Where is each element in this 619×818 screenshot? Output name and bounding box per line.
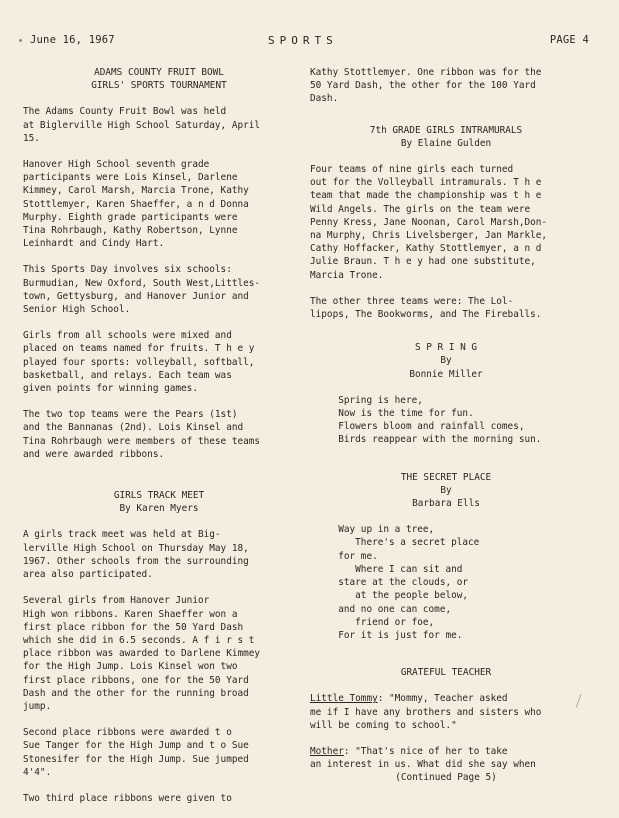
track-meet-headline: GIRLS TRACK MEET By Karen Myers — [113, 490, 205, 515]
speaker-mother: Mother — [310, 745, 344, 757]
intramurals-headline: 7th GRADE GIRLS INTRAMURALS By Elaine Gulden — [369, 124, 523, 149]
fruit-bowl-paragraph-5: The two top teams were the Pears (1st) and the Bannanas (2nd). Lois Kinsel and Tina Rohrbaugh were members of these teams and were awarded ribbons. — [23, 409, 261, 460]
secret-place-title: THE SECRET PLACE By Barbara Ells — [400, 471, 492, 510]
grateful-teacher-title: GRATEFUL TEACHER — [400, 667, 492, 679]
track-paragraph-2: Several girls from Hanover Junior High won ribbons. Karen Shaeffer won a first place ribbon for the 50 Yard Dash which she did in 6.5 seconds. A f i r s t place ribbon was awarded to Darlene Kimmey for the High Jump. Lois Kinsel won two first place ribbons, one for the 50 Yard Dash and the other for the running broad jump. — [23, 595, 261, 712]
intramurals-paragraph-2: The other three teams were: The Lol- lipops, The Bookworms, and The Fireballs. — [310, 295, 542, 321]
fruit-bowl-paragraph-3: This Sports Day involves six schools: Burmudian, New Oxford, South West,Littles- town, Gettysburg, and Hanover Junior and Senior High School. — [23, 264, 261, 316]
speaker-tommy: Little Tommy — [310, 693, 378, 705]
fruit-bowl-paragraph-4: Girls from all schools were mixed and placed on teams named for fruits. T h e y played four sports: volleyball, softball, basketball, and relays. Each team was given points for winning games. — [23, 330, 255, 395]
joke-line-1-text: : "Mommy, Teacher asked me if I have any brothers and sisters who will be coming to school." — [310, 693, 542, 731]
header-date: June 16, 1967 — [30, 34, 115, 46]
spring-poem-text: Spring is here, Now is the time for fun. Flowers bloom and rainfall comes, Birds reappear with the morning sun. — [338, 394, 542, 446]
right-column — [310, 66, 582, 785]
joke-line-2 — [310, 745, 582, 771]
left-column — [23, 66, 295, 818]
intramurals-paragraph-1: Four teams of nine girls each turned out for the Volleyball intramurals. T h e team that made the championship was t h e Wild Angels. The girls on the team were Penny Kress, Jane Noonan, Carol Marsh,Don- na Murphy, Chris Livelsberger, Jan Markle, Cathy Hoffacker, Kathy Stottlemyer, a n d Julie Braun. T h e y had one substitute, Marcia Trone. — [310, 164, 548, 281]
track-paragraph-1: A girls track meet was held at Big- lerville High School on Thursday May 18, 1967. Other schools from the surrounding area also participated. — [23, 529, 249, 581]
continued-notice: (Continued Page 5) — [395, 772, 497, 784]
joke-line-1 — [310, 692, 582, 732]
joke-line-2-text: : "That's nice of her to take an interest in us. What did she say when — [310, 745, 536, 771]
fruit-bowl-paragraph-1: The Adams County Fruit Bowl was held at Biglerville High School Saturday, April 15. — [23, 106, 261, 144]
track-paragraph-4: Two third place ribbons were given to — [23, 792, 232, 804]
header-page-number: PAGE 4 — [549, 34, 589, 46]
fruit-bowl-headline: ADAMS COUNTY FRUIT BOWL GIRLS' SPORTS TOURNAMENT — [91, 67, 227, 92]
secret-place-poem-text: Way up in a tree, There's a secret place for me. Where I can sit and stare at the clouds, or at the people below, and no one can come, friend or foe, For it is just for me. — [338, 524, 480, 641]
margin-mark — [19, 39, 22, 42]
header-section: SPORTS — [268, 34, 338, 47]
track-continuation: Kathy Stottlemyer. One ribbon was for the 50 Yard Dash, the other for the 100 Yard Dash. — [310, 67, 542, 105]
spring-poem-title: S P R I N G By Bonnie Miller — [409, 342, 483, 380]
track-paragraph-3: Second place ribbons were awarded t o Sue Tanger for the High Jump and t o Sue Stonesifer for the High Jump. Sue jumped 4'4". — [23, 727, 249, 778]
fruit-bowl-paragraph-2: Hanover High School seventh grade participants were Lois Kinsel, Darlene Kimmey, Carol Marsh, Marcia Trone, Kathy Stottlemyer, Karen Shaeffer, a n d Donna Murphy. Eighth grade participants were Tina Rohrbaugh, Kathy Robertson, Lynne Leinhardt and Cindy Hart. — [23, 159, 249, 250]
